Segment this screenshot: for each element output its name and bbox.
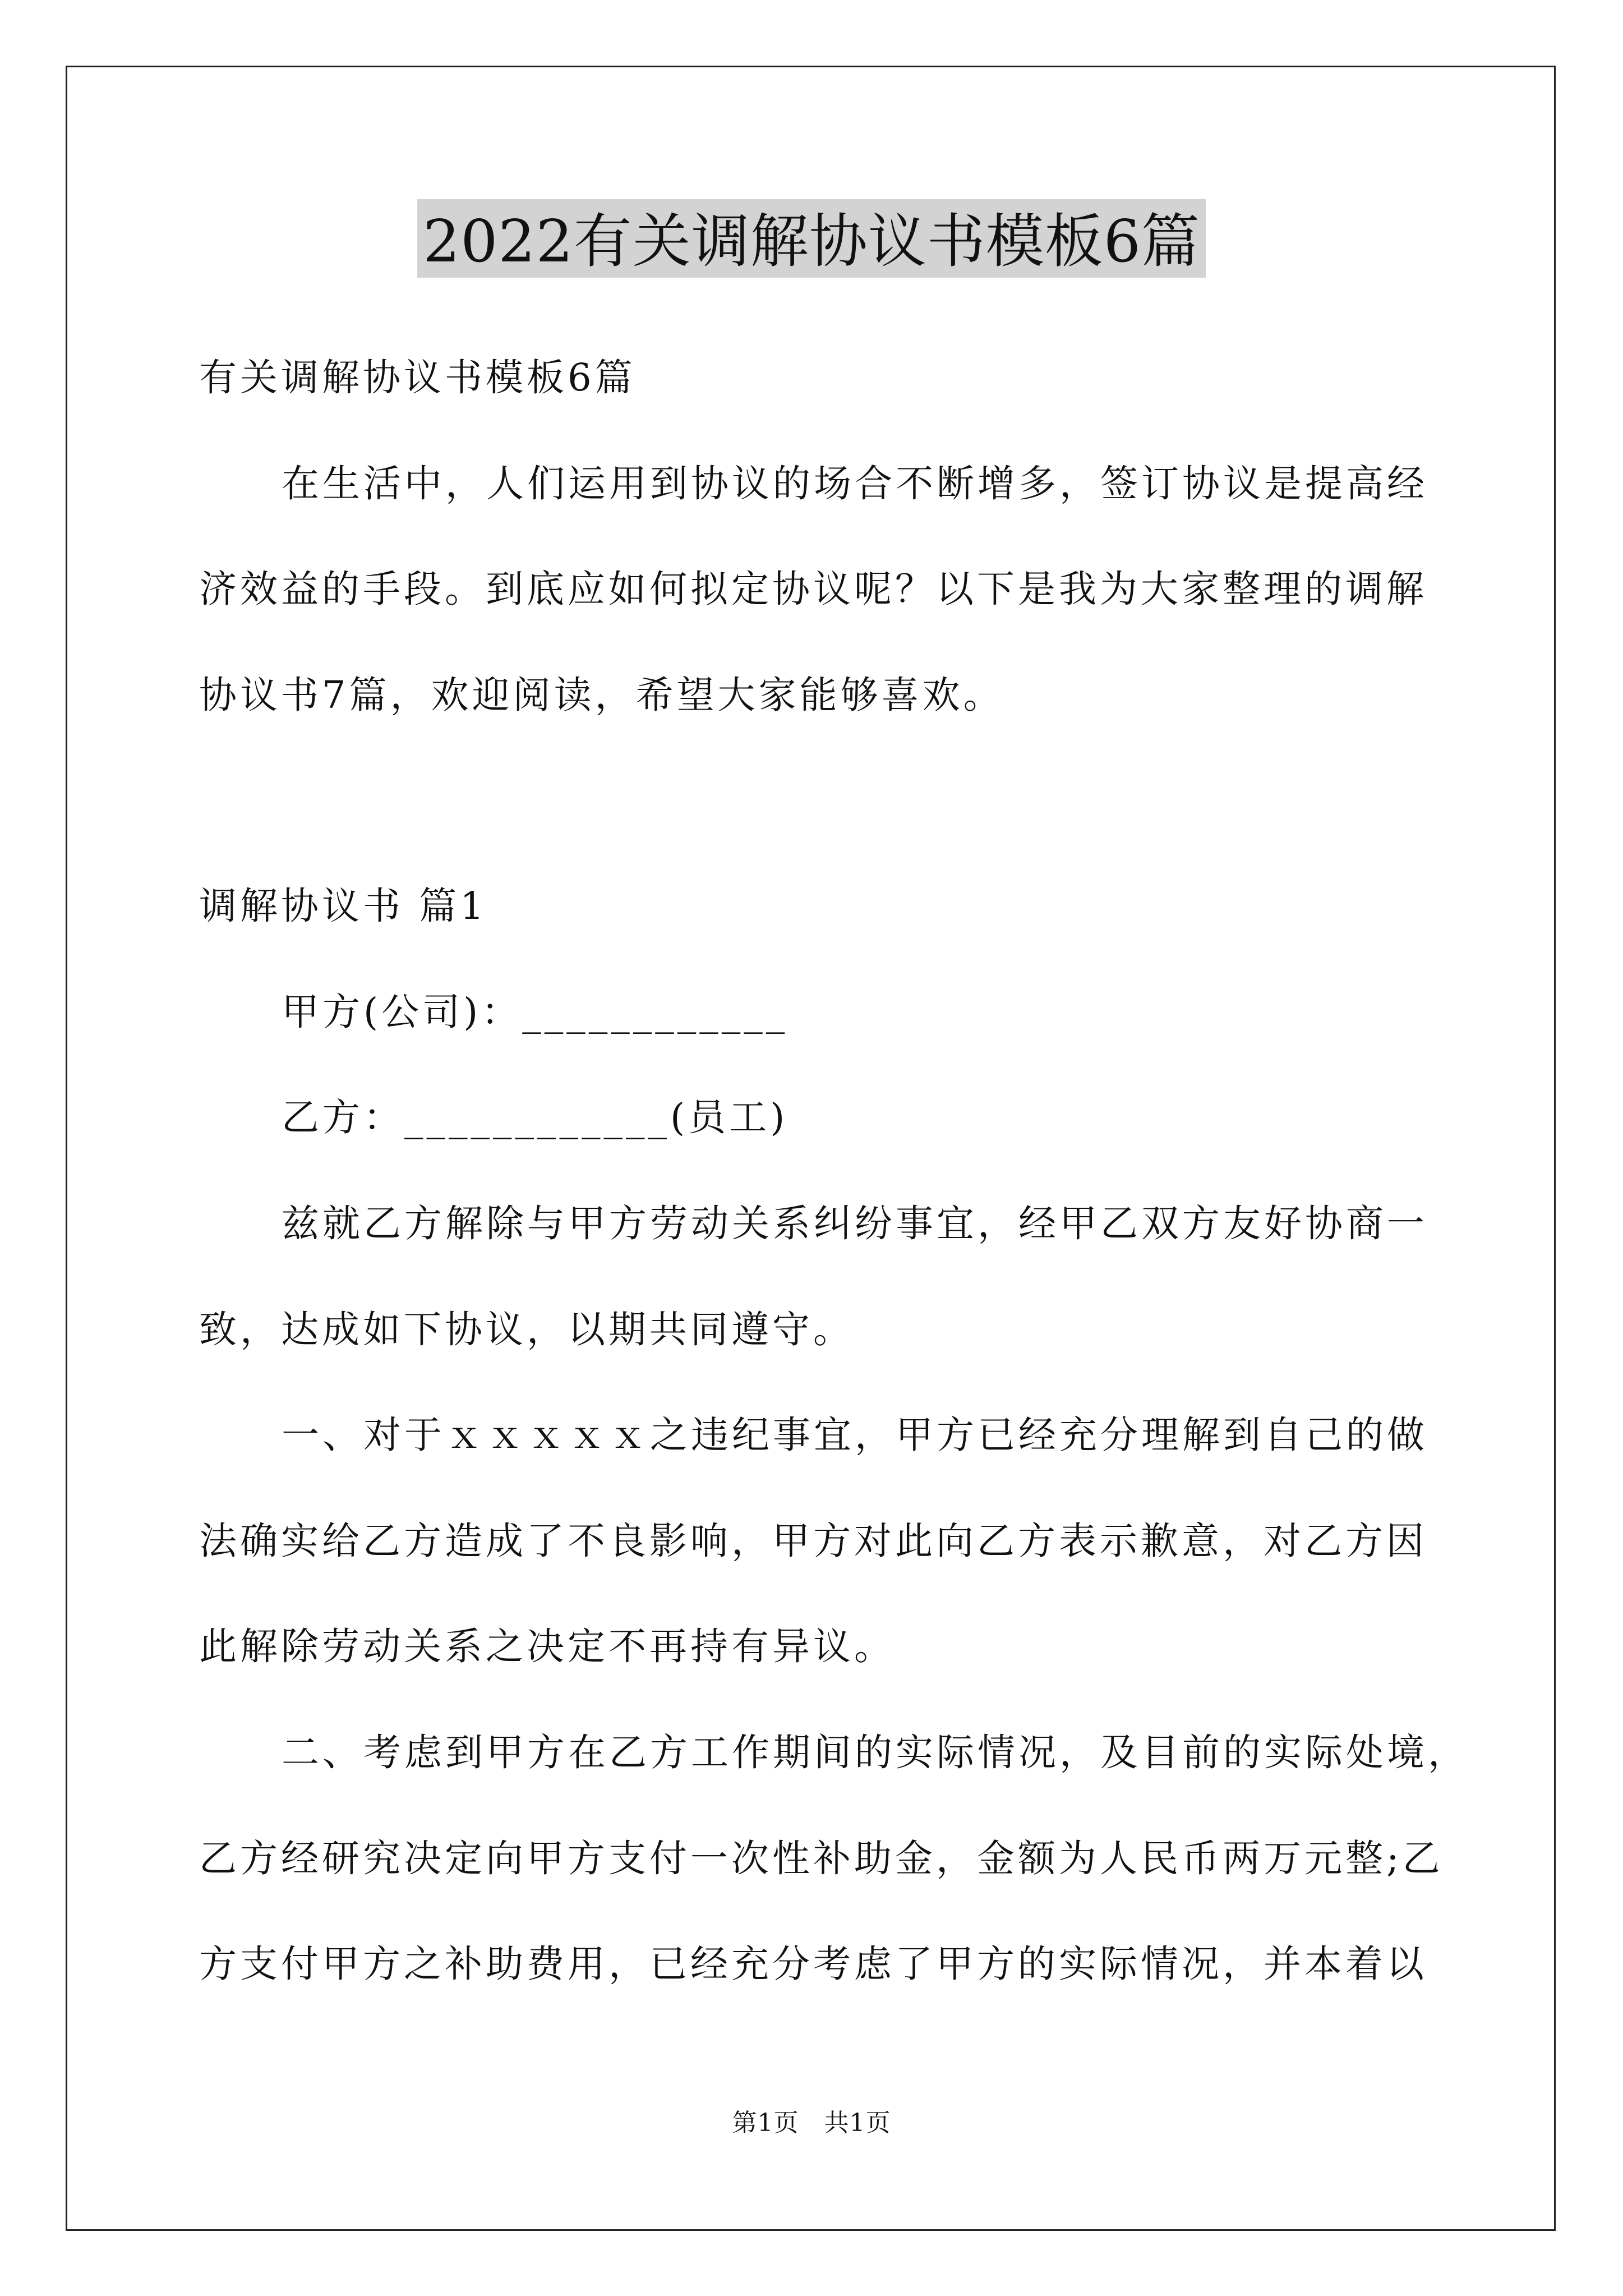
party-b-line: 乙方：____________(员工) (282, 1096, 789, 1139)
body-line-4: 法确实给乙方造成了不良影响，甲方对此向乙方表示歉意，对乙方因 (199, 1519, 1427, 1563)
document-title: 2022有关调解协议书模板6篇 (417, 199, 1206, 278)
body-line-8: 方支付甲方之补助费用，已经充分考虑了甲方的实际情况，并本着以 (199, 1942, 1427, 1986)
party-a-line: 甲方(公司)：____________ (282, 990, 789, 1034)
body-line-7: 乙方经研究决定向甲方支付一次性补助金，金额为人民币两万元整;乙 (199, 1837, 1444, 1880)
intro-line-1: 在生活中，人们运用到协议的场合不断增多，签订协议是提高经 (282, 462, 1428, 505)
intro-line-2: 济效益的手段。到底应如何拟定协议呢？以下是我为大家整理的调解 (199, 567, 1427, 611)
intro-line-3: 协议书7篇，欢迎阅读，希望大家能够喜欢。 (199, 673, 1004, 717)
body-line-2: 致，达成如下协议，以期共同遵守。 (199, 1308, 854, 1351)
body-line-1: 兹就乙方解除与甲方劳动关系纠纷事宜，经甲乙双方友好协商一 (282, 1202, 1428, 1245)
title-container (0, 199, 1623, 278)
body-line-3: 一、对于ｘｘｘｘｘ之违纪事宜，甲方已经充分理解到自己的做 (282, 1413, 1428, 1457)
document-subtitle: 有关调解协议书模板6篇 (199, 356, 636, 399)
body-line-5: 此解除劳动关系之决定不再持有异议。 (199, 1625, 895, 1668)
page-footer: 第1页 共1页 (732, 2109, 891, 2137)
body-line-6: 二、考虑到甲方在乙方工作期间的实际情况，及目前的实际处境， (282, 1731, 1469, 1774)
section-heading: 调解协议书 篇1 (199, 884, 487, 928)
